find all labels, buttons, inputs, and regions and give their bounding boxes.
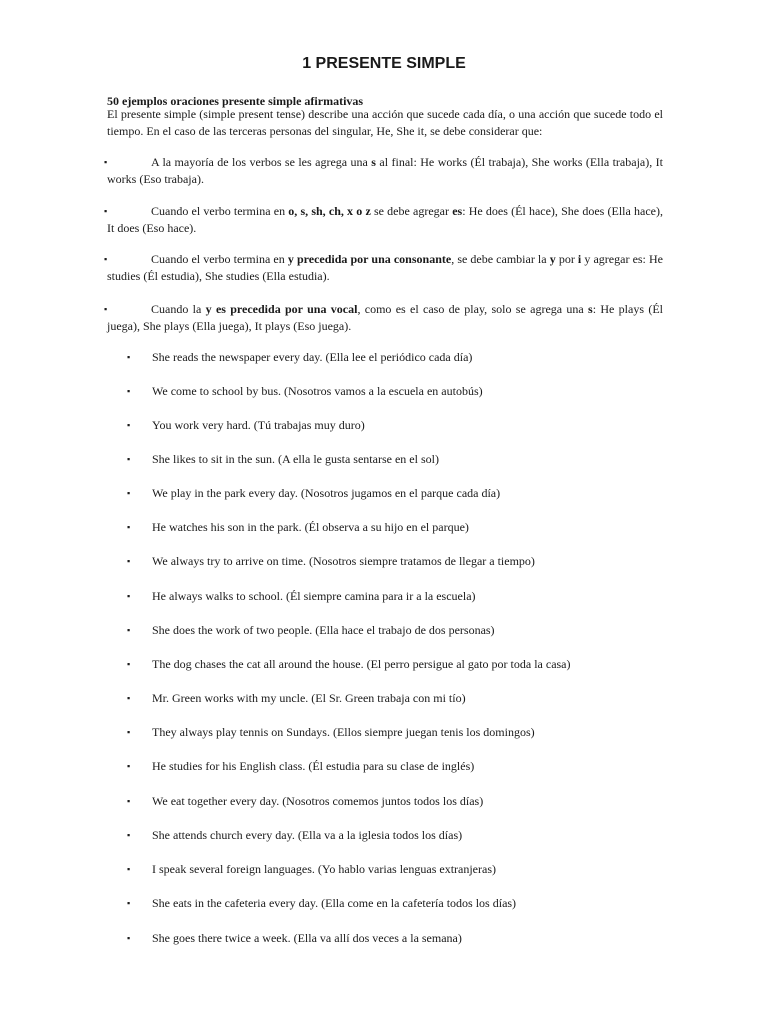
bullet-icon: ▪ bbox=[127, 898, 131, 908]
rule-text: Cuando la y es precedida por una vocal, como es el caso de play, solo se agrega una s: He plays (Él juega), She plays (Ella juega), It plays (Eso juega). bbox=[107, 302, 663, 333]
bullet-icon: ▪ bbox=[127, 488, 131, 498]
example-text: The dog chases the cat all around the house. (El perro persigue al gato por toda la casa) bbox=[152, 657, 571, 671]
example-text: She eats in the cafeteria every day. (Ella come en la cafetería todos los días) bbox=[152, 896, 517, 910]
bullet-icon: ▪ bbox=[127, 420, 131, 430]
example-text: We always try to arrive on time. (Nosotros siempre tratamos de llegar a tiempo) bbox=[152, 554, 535, 568]
bullet-icon: ▪ bbox=[104, 304, 108, 314]
bullet-icon: ▪ bbox=[127, 454, 131, 464]
rule-item bbox=[100, 301, 663, 335]
bullet-icon: ▪ bbox=[127, 352, 131, 362]
example-text: She goes there twice a week. (Ella va allí dos veces a la semana) bbox=[152, 931, 462, 945]
bullet-icon: ▪ bbox=[127, 386, 131, 396]
example-text: We eat together every day. (Nosotros comemos juntos todos los días) bbox=[152, 794, 484, 808]
bullet-icon: ▪ bbox=[127, 591, 131, 601]
bullet-icon: ▪ bbox=[127, 864, 131, 874]
bullet-icon: ▪ bbox=[104, 157, 108, 167]
rule-text: Cuando el verbo termina en y precedida por una consonante, se debe cambiar la y por i y agregar es: He studies (Él estudia), She studies (Ella estudia). bbox=[107, 252, 663, 283]
rule-item bbox=[100, 154, 663, 188]
example-text: They always play tennis on Sundays. (Ellos siempre juegan tenis los domingos) bbox=[152, 725, 535, 739]
bullet-icon: ▪ bbox=[127, 556, 131, 566]
bullet-icon: ▪ bbox=[104, 206, 108, 216]
rule-text: Cuando el verbo termina en o, s, sh, ch, x o z se debe agregar es: He does (Él hace), She does (Ella hace), It does (Eso hace). bbox=[107, 204, 663, 235]
rule-item bbox=[100, 251, 663, 285]
intro-paragraph: El presente simple (simple present tense) describe una acción que sucede cada día, o una acción que sucede todo el tiempo. En el caso de las terceras personas del singular, He, She it, se debe considerar que: bbox=[107, 107, 663, 138]
example-text: She does the work of two people. (Ella hace el trabajo de dos personas) bbox=[152, 623, 495, 637]
bullet-icon: ▪ bbox=[127, 522, 131, 532]
bullet-icon: ▪ bbox=[127, 796, 131, 806]
rule-item bbox=[100, 203, 663, 237]
bullet-icon: ▪ bbox=[127, 933, 131, 943]
example-text: She attends church every day. (Ella va a la iglesia todos los días) bbox=[152, 828, 463, 842]
example-text: Mr. Green works with my uncle. (El Sr. Green trabaja con mi tío) bbox=[152, 691, 466, 705]
example-text: We play in the park every day. (Nosotros jugamos en el parque cada día) bbox=[152, 486, 501, 500]
bullet-icon: ▪ bbox=[127, 761, 131, 771]
example-text: She reads the newspaper every day. (Ella lee el periódico cada día) bbox=[152, 350, 473, 364]
example-text: You work very hard. (Tú trabajas muy duro) bbox=[152, 418, 365, 432]
section-subheading: 50 ejemplos oraciones presente simple afirmativas bbox=[107, 94, 364, 108]
rule-text: A la mayoría de los verbos se les agrega una s al final: He works (Él trabaja), She works (Ella trabaja), It works (Eso trabaja). bbox=[107, 155, 663, 186]
example-text: He always walks to school. (Él siempre camina para ir a la escuela) bbox=[152, 589, 476, 603]
example-text: She likes to sit in the sun. (A ella le gusta sentarse en el sol) bbox=[152, 452, 439, 466]
bullet-icon: ▪ bbox=[104, 254, 108, 264]
example-text: He studies for his English class. (Él estudia para su clase de inglés) bbox=[152, 759, 475, 773]
bullet-icon: ▪ bbox=[127, 625, 131, 635]
bullet-icon: ▪ bbox=[127, 659, 131, 669]
example-text: I speak several foreign languages. (Yo hablo varias lenguas extranjeras) bbox=[152, 862, 496, 876]
example-text: He watches his son in the park. (Él observa a su hijo en el parque) bbox=[152, 520, 469, 534]
bullet-icon: ▪ bbox=[127, 727, 131, 737]
example-text: We come to school by bus. (Nosotros vamos a la escuela en autobús) bbox=[152, 384, 483, 398]
page-title: 1 PRESENTE SIMPLE bbox=[302, 55, 466, 72]
bullet-icon: ▪ bbox=[127, 693, 131, 703]
bullet-icon: ▪ bbox=[127, 830, 131, 840]
